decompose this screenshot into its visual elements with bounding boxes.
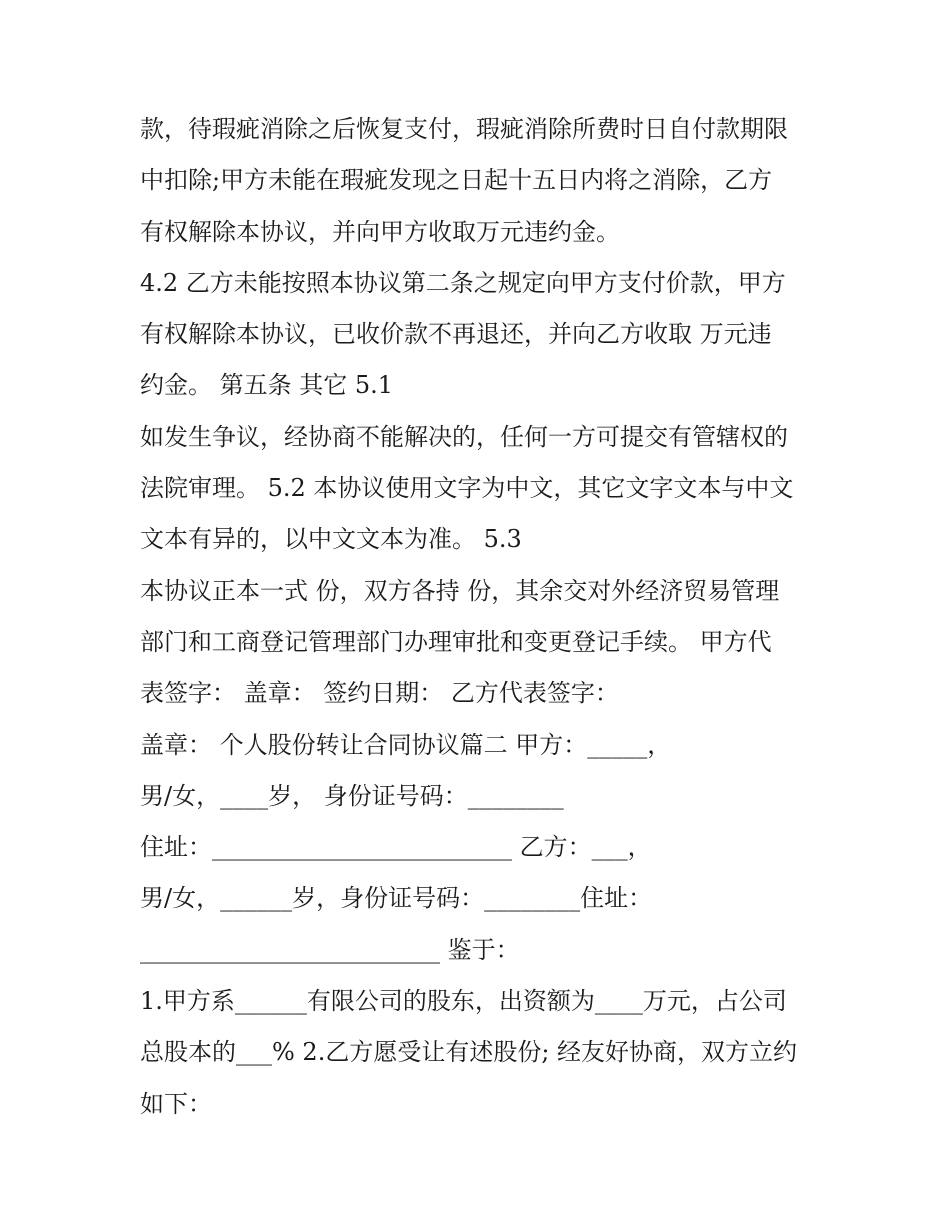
- text-line: 本协议正本一式 份，双方各持 份，其余交对外经济贸易管理: [140, 576, 780, 605]
- text-line: 款，待瑕疵消除之后恢复支付，瑕疵消除所费时日自付款期限: [140, 115, 788, 143]
- text-line: 如下：: [140, 1089, 212, 1118]
- text-line: 部门和工商登记管理部门办理审批和变更登记手续。 甲方代: [140, 627, 772, 656]
- text-line: 总股本的___% 2.乙方愿受让有述股份; 经友好协商，双方立约: [140, 1038, 798, 1067]
- text-line: 4.2 乙方未能按照本协议第二条之规定向甲方支付价款，甲方: [140, 268, 786, 297]
- text-line: 有权解除本协议，并向甲方收取万元违约金。: [140, 217, 620, 246]
- text-line: 法院审理。 5.2 本协议使用文字为中文，其它文字文本与中文: [140, 474, 794, 503]
- text-line: 文本有异的，以中文文本为准。 5.3: [140, 525, 522, 554]
- text-line: 男/女，____岁， 身份证号码：________: [140, 781, 564, 810]
- text-line: 1.甲方系______有限公司的股东，出资额为____万元，占公司: [140, 987, 787, 1016]
- text-line: 表签字： 盖章： 签约日期： 乙方代表签字：: [140, 679, 619, 708]
- document-body: [140, 104, 830, 1130]
- text-line: 中扣除;甲方未能在瑕疵发现之日起十五日内将之消除，乙方: [140, 166, 773, 195]
- text-line: 男/女，______岁，身份证号码：________住址：: [140, 884, 653, 913]
- text-line: 盖章： 个人股份转让合同协议篇二 甲方：_____，: [140, 730, 672, 759]
- text-line: 如发生争议，经协商不能解决的，任何一方可提交有管辖权的: [140, 422, 788, 451]
- text-line: 住址：_________________________ 乙方：___，: [140, 833, 652, 862]
- text-line: 约金。 第五条 其它 5.1: [140, 371, 394, 400]
- text-line: 有权解除本协议，已收价款不再退还，并向乙方收取 万元违: [140, 320, 772, 349]
- text-line: _________________________ 鉴于：: [140, 935, 520, 964]
